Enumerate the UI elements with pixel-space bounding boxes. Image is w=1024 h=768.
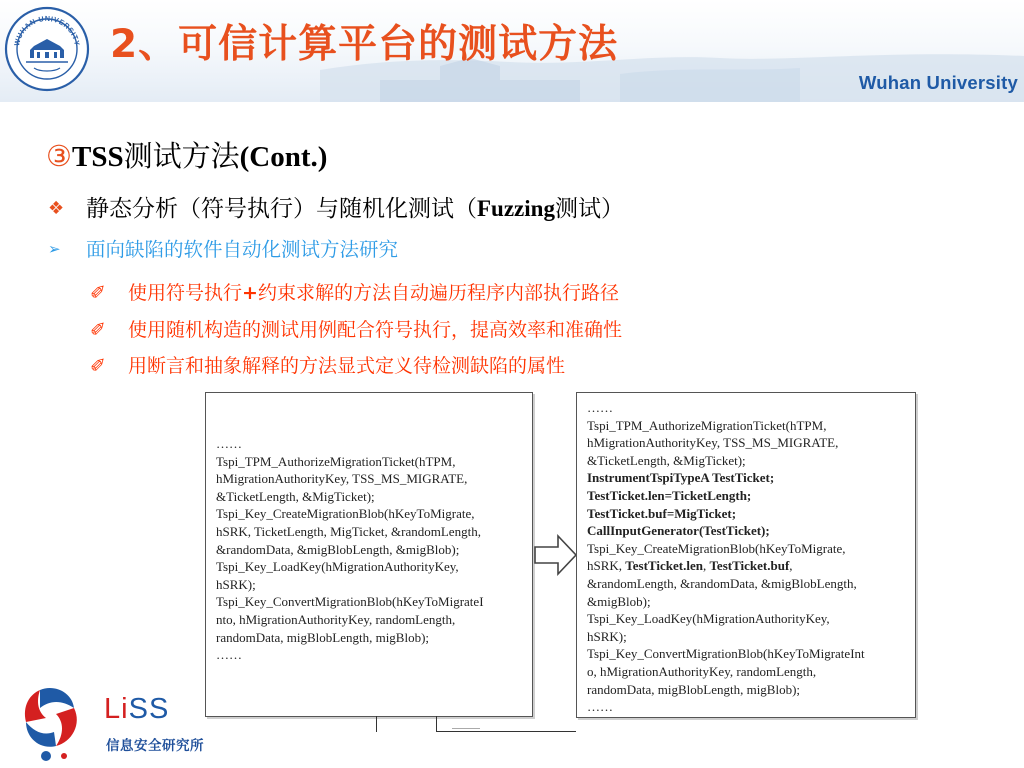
- code-line: &randomData, &migBlobLength, &migBlob);: [216, 541, 460, 557]
- code-segment-bold: InstrumentTspiTypeA TestTicket;: [587, 470, 775, 486]
- subitem-text: 使用随机构造的测试用例配合符号执行，提高效率和准确性: [128, 319, 623, 341]
- bullet-static-analysis: [48, 192, 624, 226]
- code-line: [587, 593, 905, 611]
- code-line: hSRK, TicketLength, MigTicket, &randomLength,: [216, 523, 481, 539]
- subitem-plus: +: [242, 282, 258, 304]
- code-segment: ,: [702, 558, 710, 574]
- seal-label: WUHAN UNIVERSITY: [12, 13, 82, 47]
- code-line: Tspi_Key_LoadKey(hMigrationAuthorityKey,: [216, 559, 459, 575]
- subitem-symbolic-execution: [90, 279, 619, 307]
- liss-letter: S: [148, 693, 170, 725]
- code-segment: Tspi_Key_LoadKey(hMigrationAuthorityKey,: [587, 611, 830, 627]
- subitem-text-after: 约束求解的方法自动遍历程序内部执行路径: [257, 282, 619, 304]
- code-line: [587, 628, 905, 646]
- pencil-icon: ✐: [90, 319, 106, 341]
- circled-three-icon: ③: [46, 139, 72, 173]
- code-line: [587, 681, 905, 699]
- bullet1-text-before: 静态分析（符号执行）与随机化测试（: [86, 196, 477, 222]
- original-code-panel: [205, 392, 533, 717]
- code-line: [587, 452, 905, 470]
- code-segment: &TicketLength, &MigTicket);: [587, 452, 746, 468]
- code-line: [587, 434, 905, 452]
- liss-subtitle: 信息安全研究所: [106, 738, 204, 754]
- code-segment: hMigrationAuthorityKey, TSS_MS_MIGRATE,: [587, 435, 839, 451]
- liss-logo-icon: [20, 682, 90, 764]
- code-line: [587, 645, 905, 663]
- code-segment: hSRK,: [587, 558, 626, 574]
- code-segment-bold: CallInputGenerator(TestTicket);: [587, 523, 770, 539]
- pencil-icon: ✐: [90, 355, 106, 377]
- code-segment: o, hMigrationAuthorityKey, randomLength,: [587, 663, 817, 679]
- code-segment-bold: TestTicket.len=TicketLength;: [587, 487, 752, 503]
- right-arrow-icon: [534, 534, 578, 576]
- code-segment: ,: [789, 558, 793, 574]
- divider-line: [436, 716, 437, 732]
- subitem-text: 使用符号执行: [128, 282, 243, 304]
- code-line: [587, 487, 905, 505]
- university-wordmark: Wuhan University: [858, 72, 1018, 93]
- code-line: Tspi_Key_ConvertMigrationBlob(hKeyToMigrateI: [216, 594, 484, 610]
- bullet-defect-oriented: [48, 234, 398, 265]
- code-line: hSRK);: [216, 576, 256, 592]
- code-line: [587, 469, 905, 487]
- instrumented-code-panel: [576, 392, 916, 718]
- code-line: &TicketLength, &MigTicket);: [216, 488, 375, 504]
- code-segment: hSRK);: [587, 628, 627, 644]
- code-segment-bold: TestTicket.buf=MigTicket;: [587, 505, 737, 521]
- heading-latin: TSS: [72, 141, 124, 173]
- liss-wordmark: [104, 694, 169, 724]
- liss-letter: S: [128, 693, 149, 725]
- code-line: ……: [216, 436, 242, 451]
- slide-title: 2、可信计算平台的测试方法: [110, 22, 619, 67]
- code-segment: Tspi_Key_CreateMigrationBlob(hKeyToMigrate,: [587, 540, 846, 556]
- code-line: [587, 557, 905, 575]
- code-segment: Tspi_Key_ConvertMigrationBlob(hKeyToMigrateInt: [587, 646, 865, 662]
- code-line: [587, 399, 905, 417]
- code-line: [587, 522, 905, 540]
- code-line: ……: [216, 647, 242, 663]
- code-line: randomData, migBlobLength, migBlob);: [216, 629, 430, 645]
- code-line: nto, hMigrationAuthorityKey, randomLength,: [216, 611, 456, 627]
- code-line: Tspi_Key_CreateMigrationBlob(hKeyToMigrate,: [216, 506, 475, 522]
- code-line: Tspi_TPM_AuthorizeMigrationTicket(hTPM,: [216, 453, 456, 469]
- subitem-text: 用断言和抽象解释的方法显式定义待检测缺陷的属性: [128, 355, 566, 377]
- header-band: [0, 0, 1024, 102]
- liss-letter: L: [104, 693, 122, 725]
- code-segment-bold: TestTicket.len: [625, 558, 703, 574]
- code-segment: ……: [587, 699, 613, 715]
- code-segment: &migBlob);: [587, 593, 651, 609]
- code-segment: ……: [587, 400, 613, 415]
- bullet1-text-after: 测试）: [554, 196, 624, 222]
- bullet1-latin: Fuzzing: [477, 196, 555, 221]
- divider-line: [376, 716, 377, 732]
- code-segment: Tspi_TPM_AuthorizeMigrationTicket(hTPM,: [587, 417, 827, 433]
- bullet2-text: 面向缺陷的软件自动化测试方法研究: [86, 238, 399, 261]
- code-line: [587, 698, 905, 716]
- heading-cjk: 测试方法: [123, 139, 240, 173]
- code-line: [587, 417, 905, 435]
- code-line: [587, 663, 905, 681]
- subitem-random-testcases: [90, 316, 622, 344]
- code-segment: &randomLength, &randomData, &migBlobLength,: [587, 575, 857, 591]
- code-segment: randomData, migBlobLength, migBlob);: [587, 681, 801, 697]
- code-line: hMigrationAuthorityKey, TSS_MS_MIGRATE,: [216, 471, 468, 487]
- pencil-icon: ✐: [90, 282, 106, 304]
- code-segment-bold: TestTicket.buf: [709, 558, 790, 574]
- code-line: [587, 540, 905, 558]
- liss-letter: i: [121, 693, 129, 725]
- section-heading: [46, 136, 327, 177]
- university-seal-icon: [4, 6, 90, 92]
- arrowhead-bullet-icon: ➢: [48, 240, 61, 258]
- four-diamond-bullet-icon: ❖: [48, 198, 65, 219]
- code-line: [587, 505, 905, 523]
- code-line: [587, 575, 905, 593]
- heading-suffix: (Cont.): [239, 141, 328, 173]
- code-line: [587, 610, 905, 628]
- divider-line: [452, 728, 480, 729]
- divider-line: [436, 731, 576, 732]
- subitem-assertions: [90, 352, 565, 380]
